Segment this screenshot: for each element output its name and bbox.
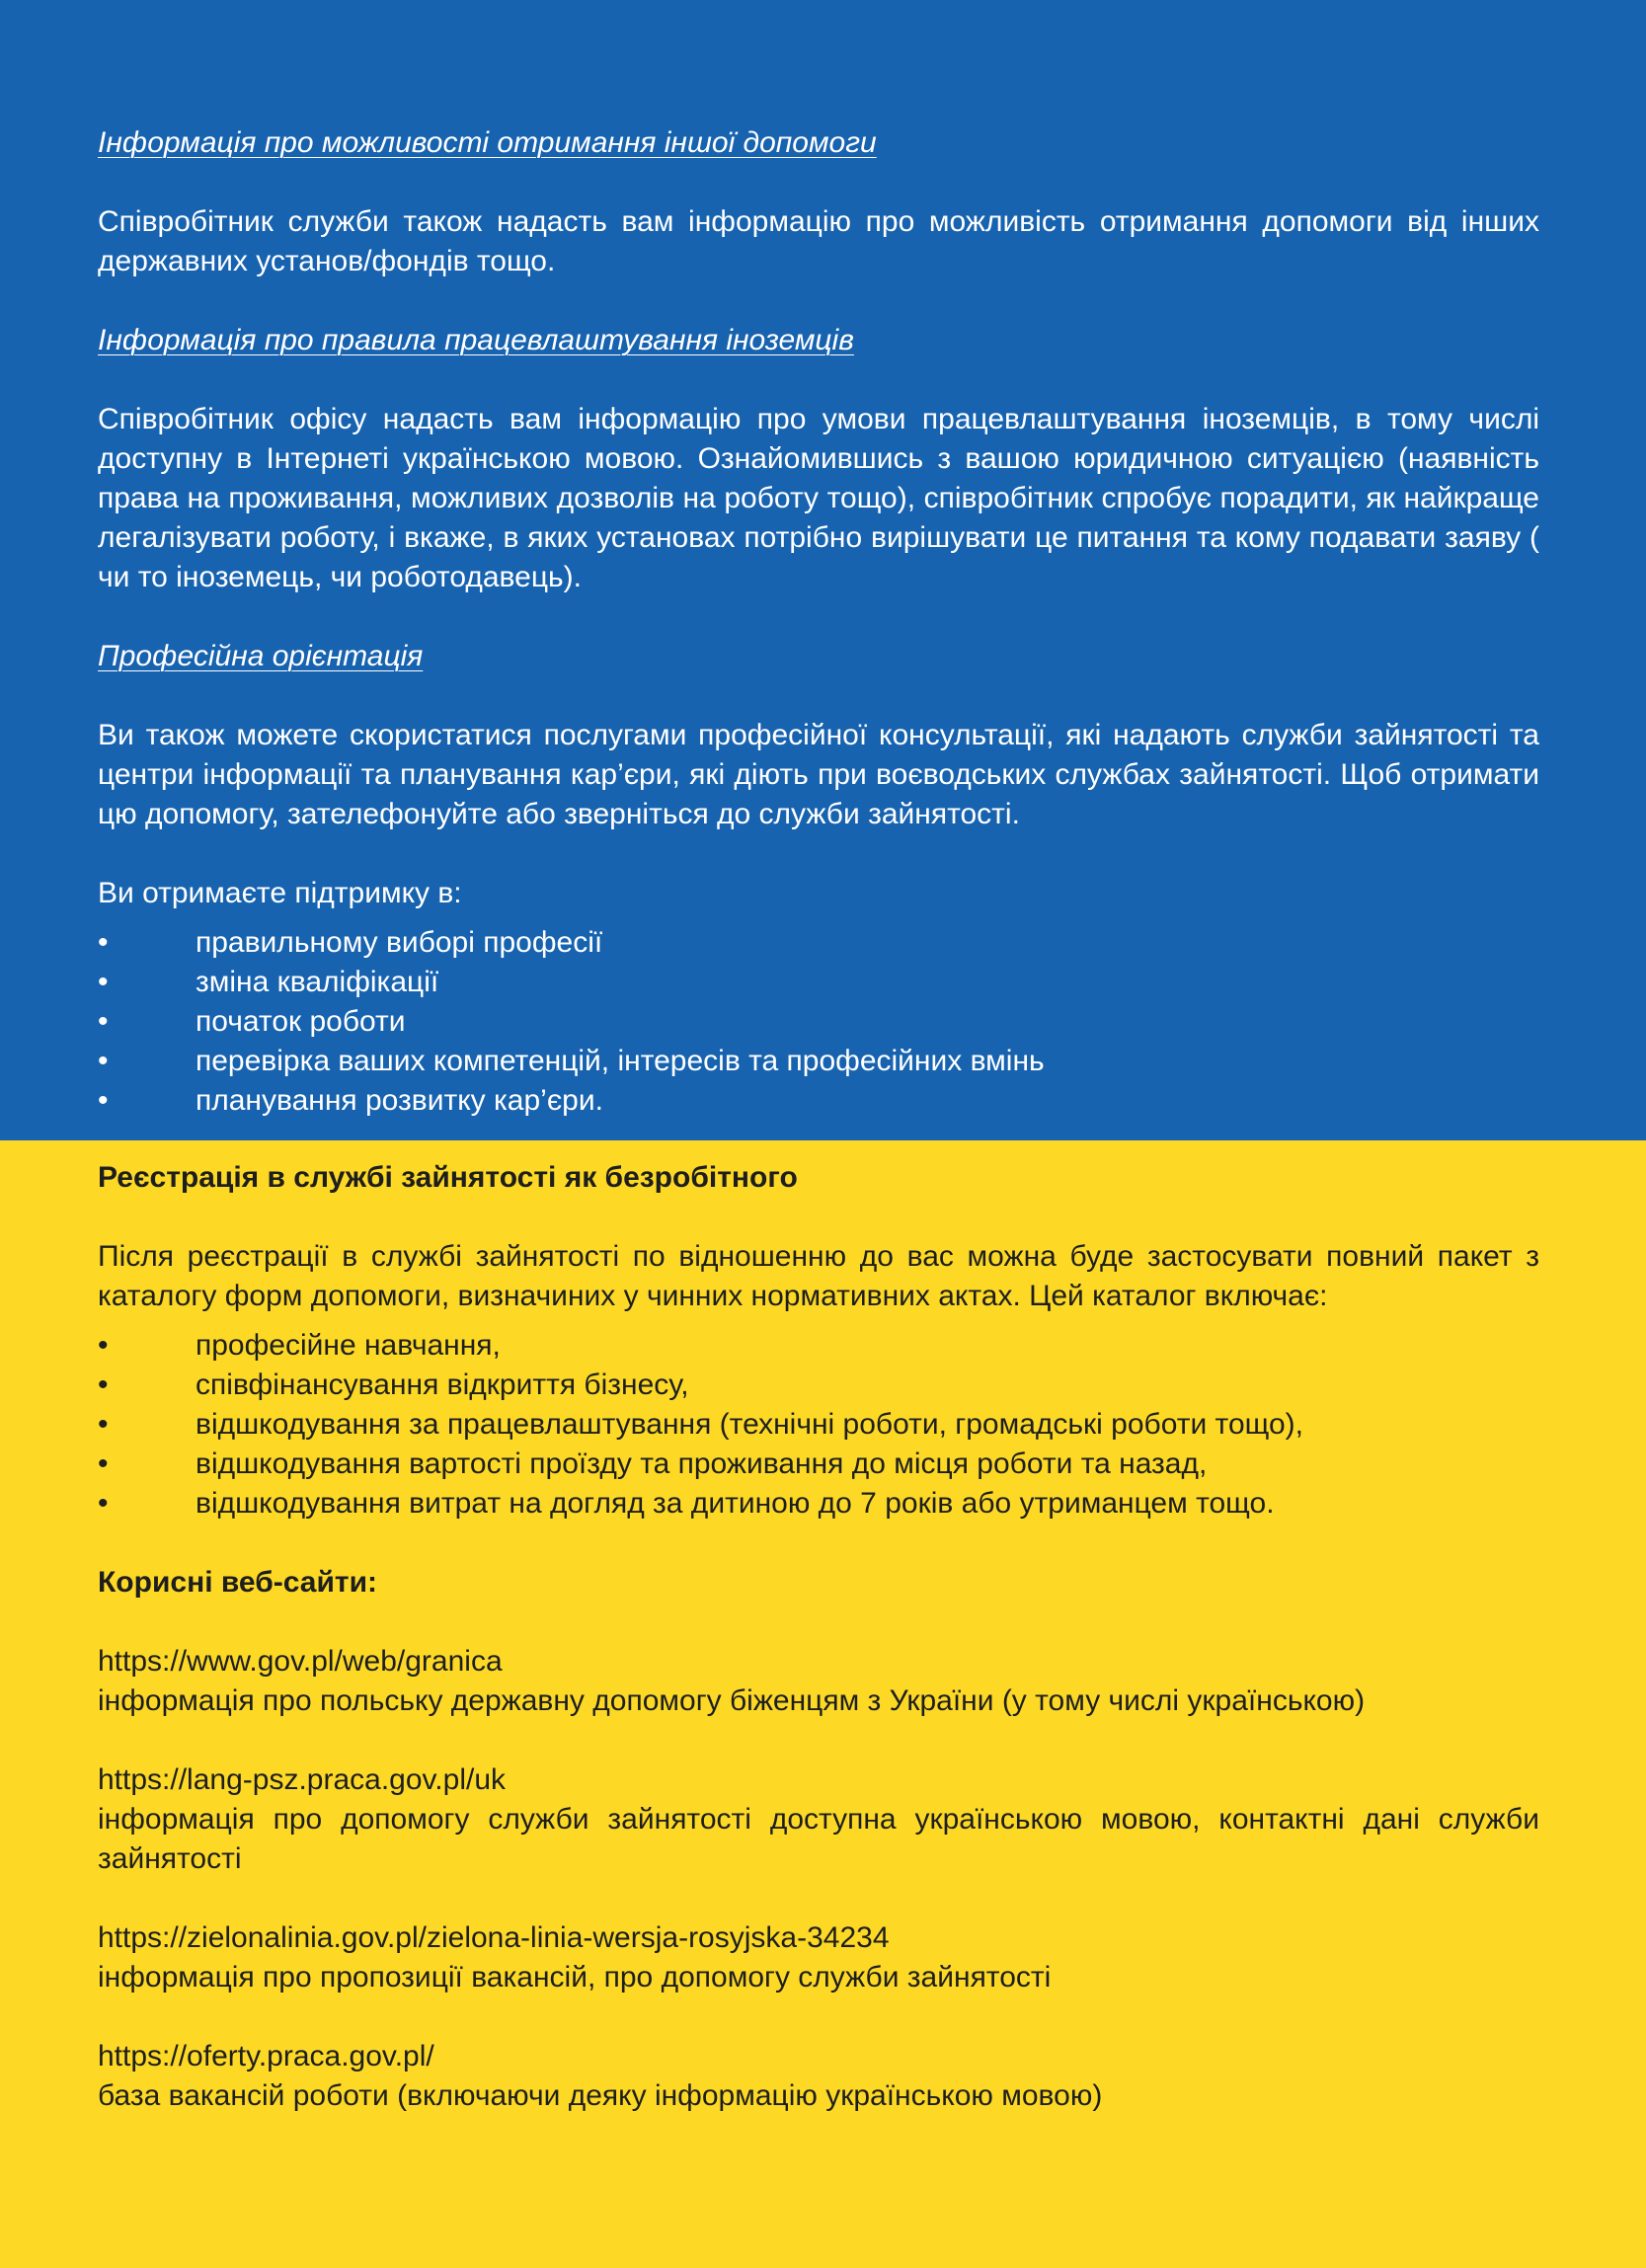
registration-text: Після реєстрації в службі зайнятості по відношенню до вас можна буде застосувати повний пакет з каталогу форм допомоги, визначиних у чинних нормативних актах. Цей каталог включає: (98, 1240, 1539, 1312)
career-guidance-text: Ви також можете скористатися послугами професійної консультації, які надають служби зайнятості та центри інформації та планування кар’єри, які діють при воєводських службах зайнятості. Щоб отримати цю допомогу, зателефонуйте або зверніться до служби зайнятості. (98, 719, 1539, 830)
registration-list (98, 1326, 1539, 1524)
support-intro: Ви отримаєте підтримку в: (98, 877, 462, 909)
bullet: • (98, 1408, 109, 1441)
list-item-text: співфінансування відкриття бізнесу, (196, 1369, 689, 1401)
yellow-section (0, 1140, 1646, 2268)
foreigners-employment-heading: Інформація про правила працевлаштування іноземців (98, 324, 854, 356)
yellow-section-content (98, 1158, 1539, 2116)
website-description: інформація про допомогу служби зайнятості доступна українською мовою, контактні дані служби зайнятості (98, 1803, 1539, 1875)
websites-heading: Корисні веб-сайти: (98, 1566, 378, 1599)
registration-heading: Реєстрація в службі зайнятості як безробітного (98, 1161, 798, 1194)
list-item (98, 1042, 1539, 1081)
website-description: база вакансій роботи (включаючи деяку інформацію українською мовою) (98, 2079, 1103, 2112)
list-item (98, 1081, 1539, 1121)
website-description: інформація про пропозиції вакансій, про допомогу служби зайнятості (98, 1961, 1052, 1994)
list-item (98, 1002, 1539, 1042)
list-item (98, 1484, 1539, 1524)
bullet: • (98, 926, 109, 959)
bullet: • (98, 1329, 109, 1362)
list-item-text: професійне навчання, (196, 1329, 501, 1362)
bullet: • (98, 1487, 109, 1520)
list-item (98, 1445, 1539, 1484)
other-help-text: Співробітник служби також надасть вам інформацію про можливість отримання допомоги від інших державних установ/фондів тощо. (98, 205, 1539, 277)
website-link[interactable]: https://zielonalinia.gov.pl/zielona-linia-wersja-rosyjska-34234 (98, 1921, 890, 1954)
support-list (98, 923, 1539, 1121)
website-link[interactable]: https://oferty.praca.gov.pl/ (98, 2040, 434, 2072)
list-item-text: правильному виборі професії (196, 926, 603, 959)
list-item (98, 1366, 1539, 1405)
foreigners-employment-text: Співробітник офісу надасть вам інформацію про умови працевлаштування іноземців, в тому числі доступну в Інтернеті українською мовою. Ознайомившись з вашою юридичною ситуацією (наявність права на проживання, можливих дозволів на роботу тощо), співробітник спробує порадити, як найкраще легалізувати роботу, і вкаже, в яких установах потрібно вирішувати це питання та кому подавати заяву ( чи то іноземець, чи роботодавець). (98, 403, 1539, 593)
list-item (98, 1326, 1539, 1366)
list-item-text: відшкодування витрат на догляд за дитиною до 7 років або утриманцем тощо. (196, 1487, 1275, 1520)
bullet: • (98, 966, 109, 998)
list-item (98, 1405, 1539, 1445)
website-description: інформація про польську державну допомогу біженцям з України (у тому числі українською) (98, 1684, 1366, 1717)
website-link[interactable]: https://www.gov.pl/web/granica (98, 1645, 503, 1678)
list-item-text: відшкодування вартості проїзду та проживання до місця роботи та назад, (196, 1447, 1208, 1480)
list-item-text: початок роботи (196, 1005, 406, 1038)
bullet: • (98, 1447, 109, 1480)
bullet: • (98, 1369, 109, 1401)
career-guidance-heading: Професійна орієнтація (98, 640, 424, 672)
blue-section-content (98, 123, 1539, 1121)
bullet: • (98, 1045, 109, 1077)
list-item-text: перевірка ваших компетенцій, інтересів та професійних вмінь (196, 1045, 1045, 1077)
bullet: • (98, 1084, 109, 1117)
list-item-text: зміна кваліфікації (196, 966, 439, 998)
list-item (98, 923, 1539, 963)
website-link[interactable]: https://lang-psz.praca.gov.pl/uk (98, 1763, 506, 1796)
list-item-text: відшкодування за працевлаштування (технічні роботи, громадські роботи тощо), (196, 1408, 1303, 1441)
list-item-text: планування розвитку кар’єри. (196, 1084, 603, 1117)
list-item (98, 963, 1539, 1002)
other-help-heading: Інформація про можливості отримання іншої допомоги (98, 126, 877, 159)
bullet: • (98, 1005, 109, 1038)
